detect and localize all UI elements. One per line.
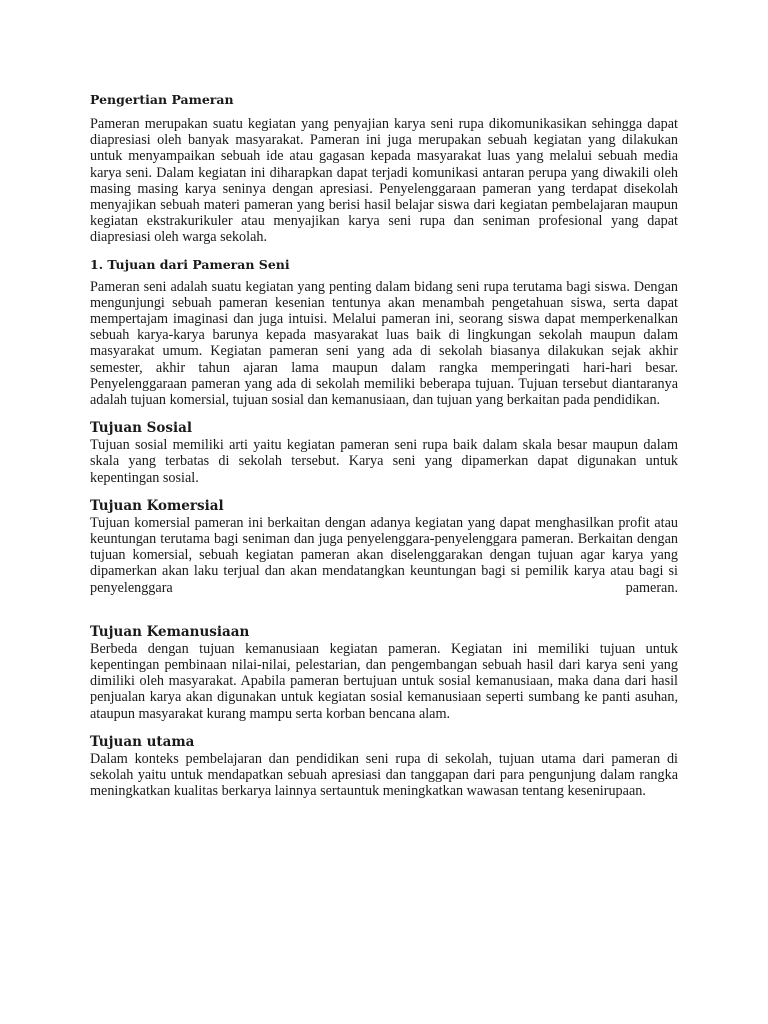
section-paragraph-tujuan-pameran: Pameran seni adalah suatu kegiatan yang penting dalam bidang seni rupa terutama bagi siswa. Dengan mengunjungi sebuah pameran kesenian tentunya akan menambah pengetahuan siswa, serta dapat mempertajam imaginasi dan juga intuisi. Melalui pameran ini, seorang siswa dapat memperkenalkan sebuah karya-karya barunya kepada masyarakat luas baik di lingkungan sekolah maupun dalam masyarakat umum. Kegiatan pameran seni yang ada di sekolah biasanya dilakukan sejak akhir semester, akhir tahun ajaran lama maupun dalam rangka memperingati hari-hari besar. Penyelenggaraan pameran yang ada di sekolah memiliki beberapa tujuan. Tujuan tersebut diantaranya adalah tujuan komersial, tujuan sosial dan kemanusiaan, dan tujuan yang berkaitan pada pendidikan. bbox=[90, 278, 678, 409]
heading-tujuan-sosial: Tujuan Sosial bbox=[90, 420, 192, 437]
paragraph-tujuan-komersial: Tujuan komersial pameran ini berkaitan dengan adanya kegiatan yang dapat menghasilkan profit atau keuntungan terutama bagi seniman dan juga penyelenggara-penyelenggara pameran. Berkaitan dengan tujuan komersial, sebuah kegiatan pameran akan diselenggarakan dengan tujuan agar karya yang dipamerkan akan laku terjual dan akan mendatangkan keuntungan bagi si pemilik karya atau bagi si penyelenggara pameran. bbox=[90, 514, 678, 596]
heading-tujuan-komersial: Tujuan Komersial bbox=[90, 497, 224, 514]
intro-paragraph: Pameran merupakan suatu kegiatan yang penyajian karya seni rupa dikomunikasikan sehingga dapat diapresiasi oleh banyak masyarakat. Pameran ini juga merupakan sebuah kegiatan yang dilakukan untuk menyampaikan sebuah ide atau gagasan kepada masyarakat luas yang melalui sebuah media karya seni. Dalam kegiatan ini diharapkan dapat terjadi komunikasi antaran perupa yang diwakili oleh masing masing karya seninya dengan apresiasi. Penyelenggaraan pameran yang terdapat disekolah menyajikan sebuah materi pameran yang berisi hasil belajar siswa dari kegiatan pembelajaran maupun kegiatan ekstrakurikuler atau menyajikan karya seni rupa dan seniman profesional yang dapat diapresiasi oleh warga sekolah. bbox=[90, 116, 678, 246]
paragraph-tujuan-utama: Dalam konteks pembelajaran dan pendidikan seni rupa di sekolah, tujuan utama dari pameran di sekolah yaitu untuk mendapatkan sebuah apresiasi dan tanggapan dari para pengunjung dalam rangka meningkatkan kualitas berkarya lainnya sertauntuk meningkatkan wawasan tentang kesenirupaan. bbox=[90, 750, 678, 800]
paragraph-tujuan-sosial: Tujuan sosial memiliki arti yaitu kegiatan pameran seni rupa baik dalam skala besar maupun dalam skala yang terbatas di sekolah tersebut. Karya seni yang dipamerkan dapat digunakan untuk kepentingan sosial. bbox=[90, 437, 678, 486]
document-title: Pengertian Pameran bbox=[90, 92, 234, 107]
document-page bbox=[90, 92, 678, 800]
paragraph-tujuan-kemanusiaan: Berbeda dengan tujuan kemanusiaan kegiatan pameran. Kegiatan ini memiliki tujuan untuk kepentingan pembinaan nilai-nilai, pelestarian, dan pengembangan sebuah hasil dari karya seni yang dimiliki oleh masyarakat. Apabila pameran bertujuan untuk sosial kemanusiaan, maka dana dari hasil penjualan karya akan digunakan untuk kegiatan sosial kemanusiaan seperti sumbang ke panti asuhan, ataupun masyarakat kurang mampu serta korban bencana alam. bbox=[90, 640, 678, 722]
heading-tujuan-utama: Tujuan utama bbox=[90, 733, 195, 750]
section-heading-tujuan-pameran: 1. Tujuan dari Pameran Seni bbox=[90, 256, 290, 272]
heading-tujuan-kemanusiaan: Tujuan Kemanusiaan bbox=[90, 623, 250, 640]
